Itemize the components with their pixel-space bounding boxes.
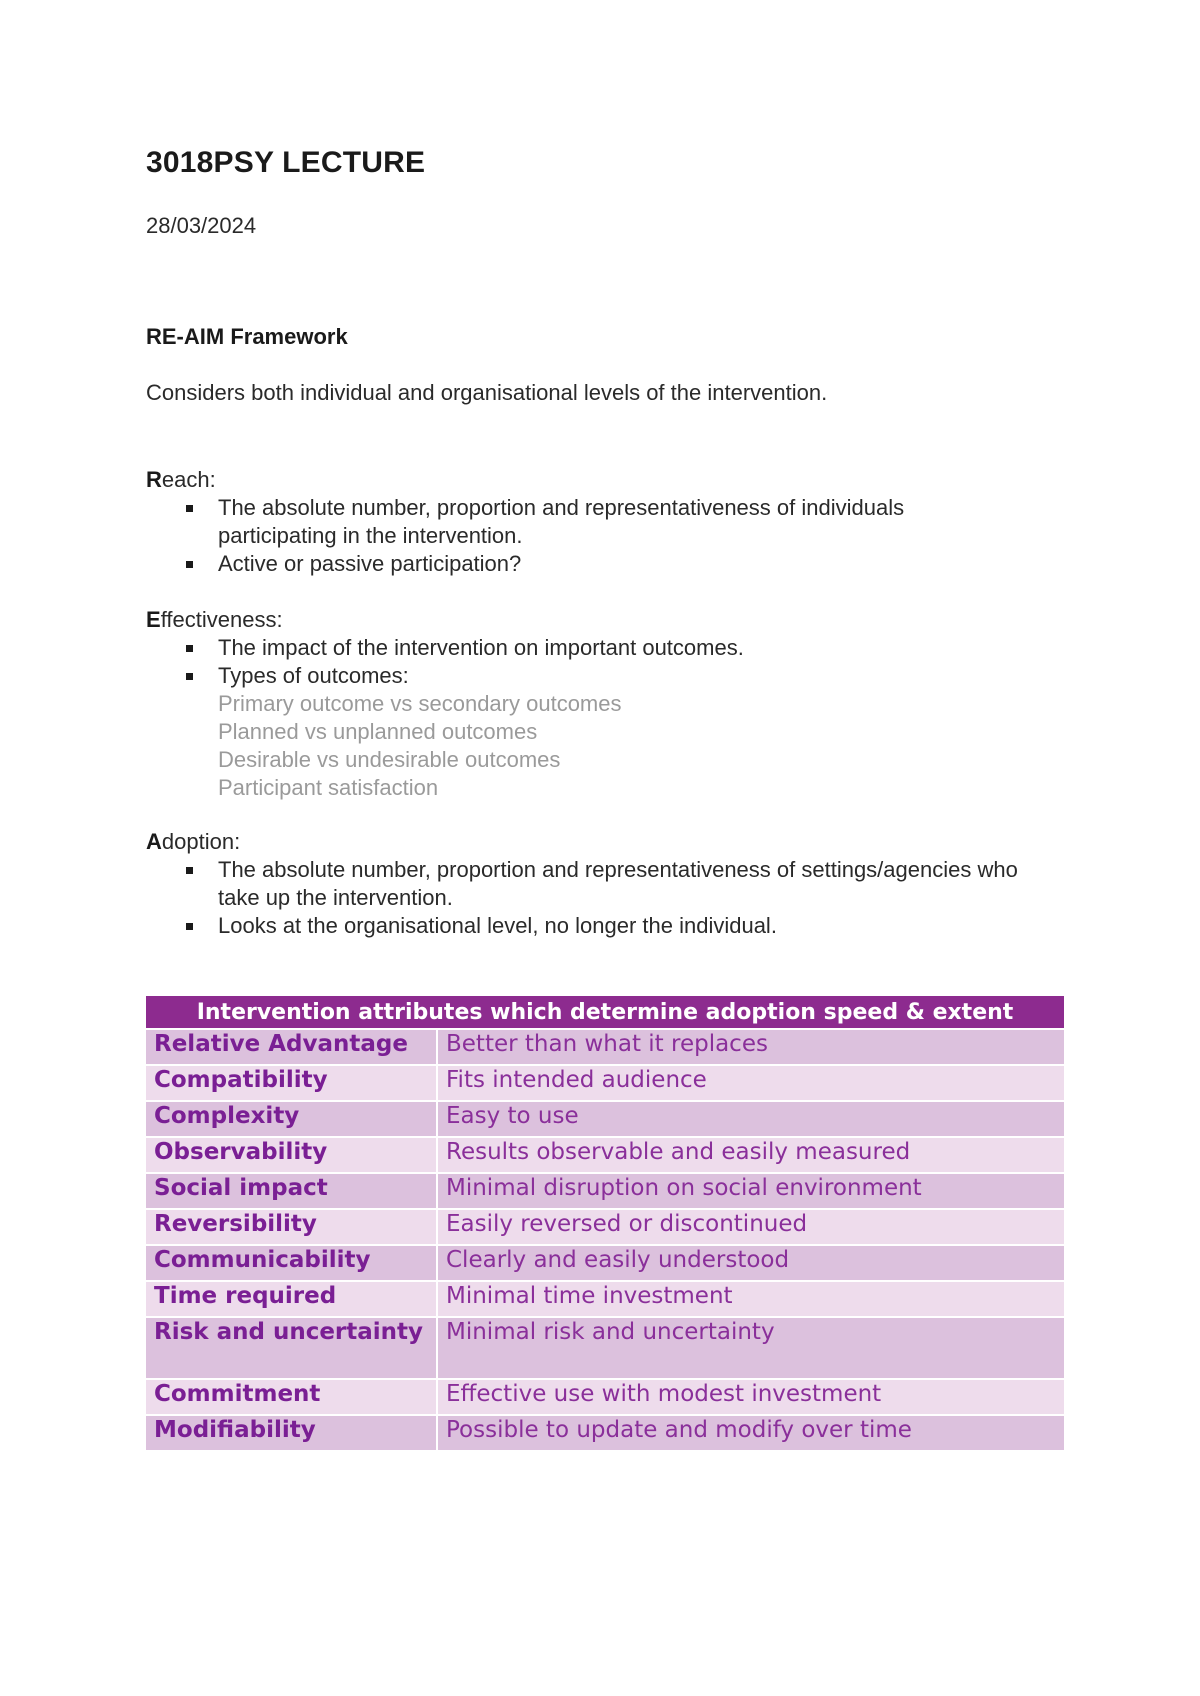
attribute-name: Commitment xyxy=(146,1379,437,1415)
attribute-name: Relative Advantage xyxy=(146,1029,437,1065)
adoption-bullets xyxy=(146,856,1018,940)
table-row xyxy=(146,1065,1064,1101)
table-row xyxy=(146,1029,1064,1065)
attribute-description: Fits intended audience xyxy=(437,1065,1064,1101)
effectiveness-bullets xyxy=(146,634,744,690)
section-heading: RE-AIM Framework xyxy=(146,324,348,349)
list-item: Active or passive participation? xyxy=(146,550,978,578)
effectiveness-heading: Effectiveness: xyxy=(146,607,283,632)
list-item: The impact of the intervention on important outcomes. xyxy=(146,634,744,662)
attribute-name: Time required xyxy=(146,1281,437,1317)
table-row xyxy=(146,1317,1064,1379)
outcome-type: Planned vs unplanned outcomes xyxy=(218,719,538,744)
list-item: The absolute number, proportion and representativeness of settings/agencies who take up the intervention. xyxy=(146,856,1018,912)
adoption-heading: Adoption: xyxy=(146,829,241,854)
page-title: 3018PSY LECTURE xyxy=(146,146,426,179)
table-header: Intervention attributes which determine adoption speed & extent xyxy=(146,996,1064,1029)
list-item: The absolute number, proportion and representativeness of individuals participating in the intervention. xyxy=(146,494,978,550)
attribute-name: Social impact xyxy=(146,1173,437,1209)
outcome-type: Primary outcome vs secondary outcomes xyxy=(218,691,622,716)
attribute-description: Easily reversed or discontinued xyxy=(437,1209,1064,1245)
table-row xyxy=(146,1281,1064,1317)
outcome-type: Participant satisfaction xyxy=(218,775,439,800)
attribute-name: Observability xyxy=(146,1137,437,1173)
intro-paragraph: Considers both individual and organisational levels of the intervention. xyxy=(146,380,828,405)
attribute-name: Modifiability xyxy=(146,1415,437,1450)
attribute-description: Clearly and easily understood xyxy=(437,1245,1064,1281)
list-item: Looks at the organisational level, no longer the individual. xyxy=(146,912,1018,940)
reach-bullets xyxy=(146,494,978,578)
attribute-description: Effective use with modest investment xyxy=(437,1379,1064,1415)
attribute-name: Risk and uncertainty xyxy=(146,1317,437,1379)
table-row xyxy=(146,1173,1064,1209)
reach-heading: Reach: xyxy=(146,467,216,492)
attributes-table xyxy=(146,996,1064,1450)
table-row xyxy=(146,1101,1064,1137)
table-row xyxy=(146,1415,1064,1450)
adoption-section xyxy=(146,828,1018,940)
table-row xyxy=(146,1245,1064,1281)
reach-section xyxy=(146,466,978,578)
table-row xyxy=(146,1379,1064,1415)
attribute-description: Results observable and easily measured xyxy=(437,1137,1064,1173)
outcome-type: Desirable vs undesirable outcomes xyxy=(218,747,561,772)
attribute-description: Minimal risk and uncertainty xyxy=(437,1317,1064,1379)
attribute-description: Better than what it replaces xyxy=(437,1029,1064,1065)
list-item: Types of outcomes: xyxy=(146,662,744,690)
attribute-name: Complexity xyxy=(146,1101,437,1137)
table-row xyxy=(146,1209,1064,1245)
attribute-description: Minimal time investment xyxy=(437,1281,1064,1317)
attribute-name: Compatibility xyxy=(146,1065,437,1101)
lecture-date: 28/03/2024 xyxy=(146,213,257,238)
attribute-description: Minimal disruption on social environment xyxy=(437,1173,1064,1209)
attribute-name: Communicability xyxy=(146,1245,437,1281)
attribute-name: Reversibility xyxy=(146,1209,437,1245)
attribute-description: Easy to use xyxy=(437,1101,1064,1137)
table-row xyxy=(146,1137,1064,1173)
attribute-description: Possible to update and modify over time xyxy=(437,1415,1064,1450)
effectiveness-section xyxy=(146,606,744,802)
